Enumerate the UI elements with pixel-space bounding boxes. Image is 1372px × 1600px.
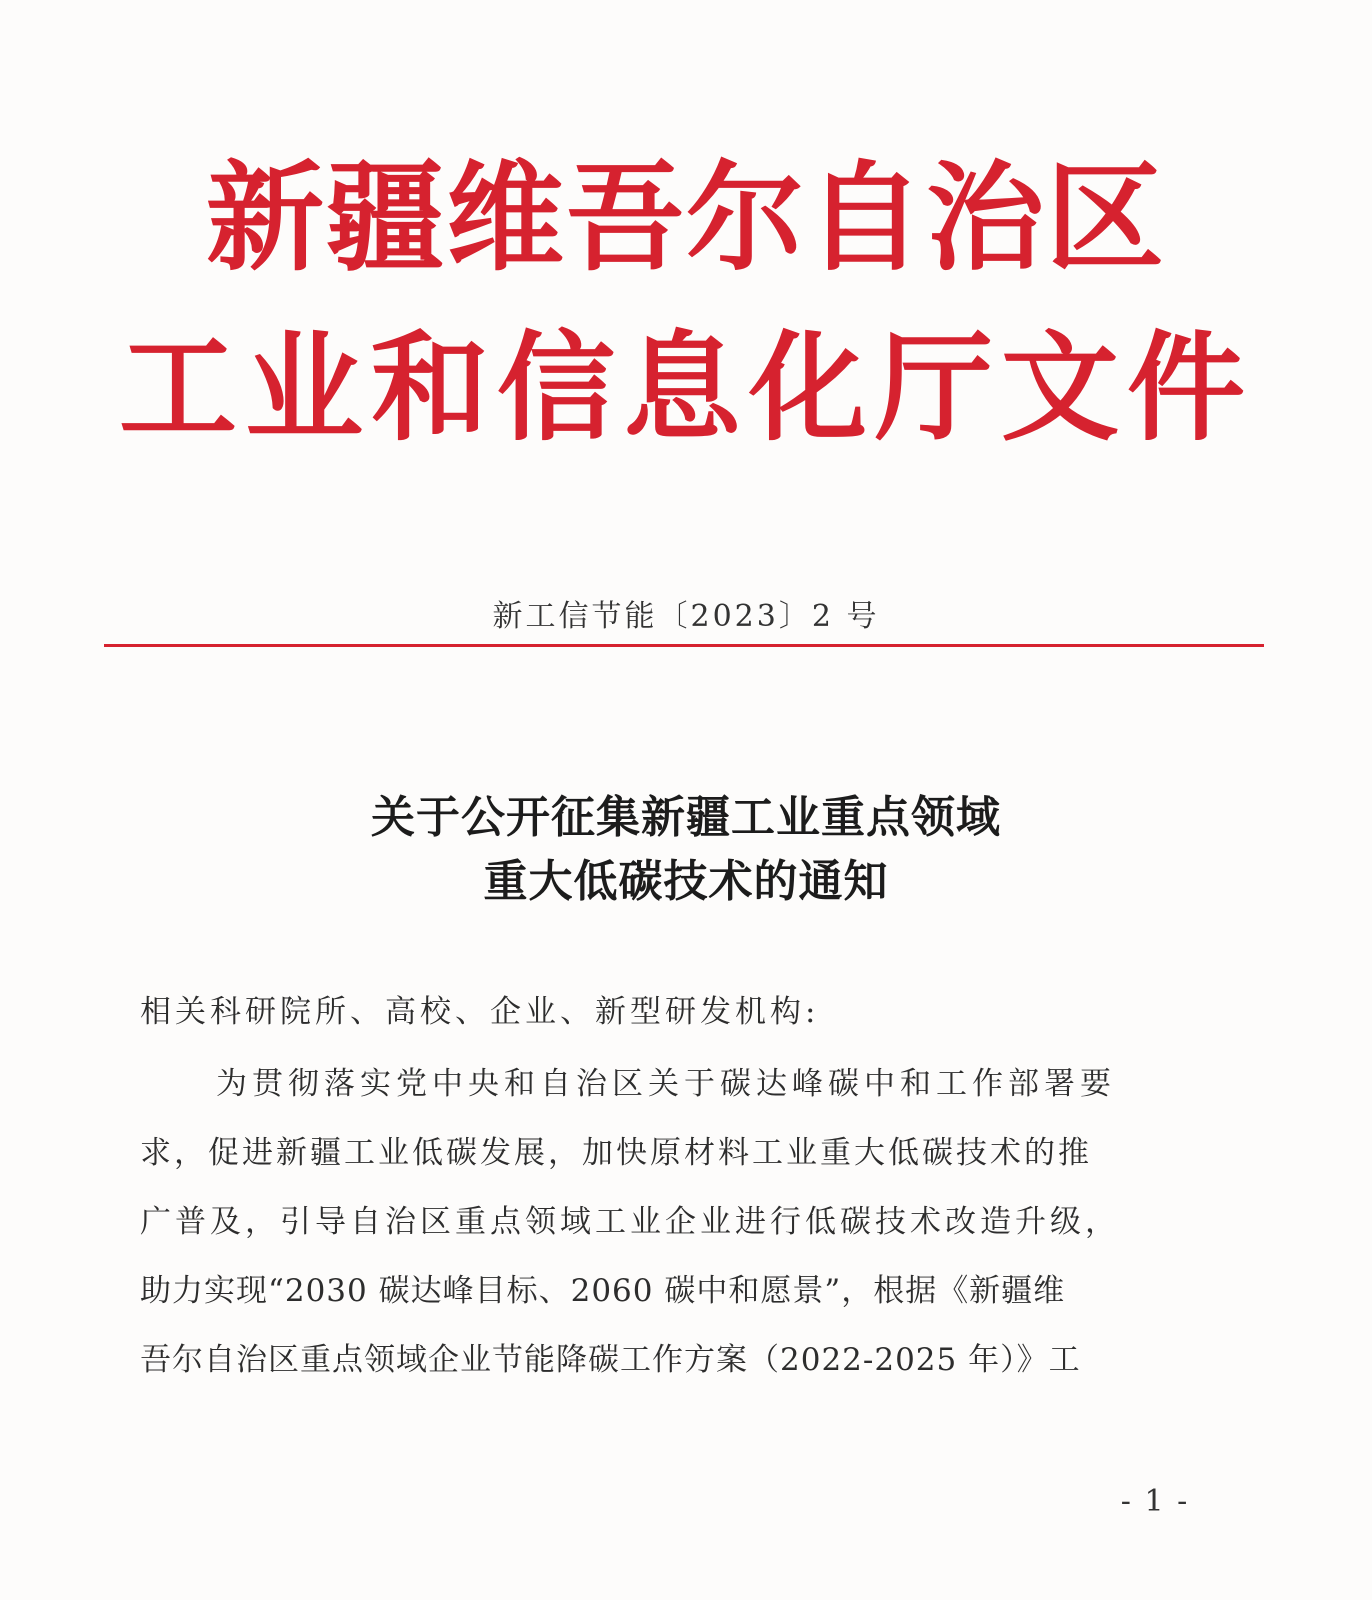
red-separator-rule [104, 644, 1264, 647]
document-number: 新工信节能〔2023〕2 号 [492, 599, 880, 634]
body-line: 广普及，引导自治区重点领域工业企业进行低碳技术改造升级， [140, 1204, 1120, 1240]
body-line: 吾尔自治区重点领域企业节能降碳工作方案（2022-2025 年）》工 [140, 1342, 1081, 1378]
addressee: 相关科研院所、高校、企业、新型研发机构: [140, 994, 820, 1030]
body-line: 求，促进新疆工业低碳发展，加快原材料工业重大低碳技术的推 [140, 1135, 1092, 1171]
body-line: 为贯彻落实党中央和自治区关于碳达峰碳中和工作部署要 [216, 1066, 1116, 1102]
body-line: 助力实现“2030 碳达峰目标、2060 碳中和愿景”，根据《新疆维 [140, 1273, 1066, 1309]
issuing-authority-line-1: 新疆维吾尔自治区 [205, 149, 1166, 287]
document-title-line-1: 关于公开征集新疆工业重点领域 [371, 792, 1001, 843]
document-title-line-2: 重大低碳技术的通知 [483, 856, 889, 907]
issuing-authority-line-2: 工业和信息化厅文件 [118, 319, 1253, 457]
page-number: - 1 - [1120, 1484, 1190, 1519]
